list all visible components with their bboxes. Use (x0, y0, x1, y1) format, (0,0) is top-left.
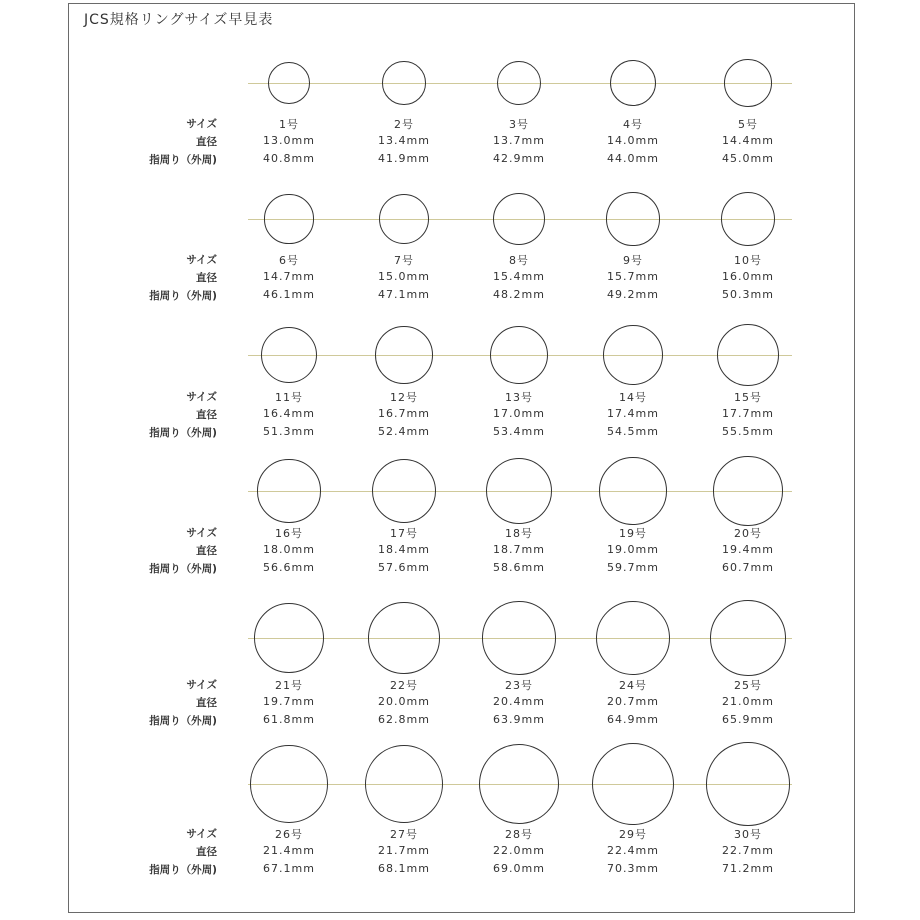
ring-circle (717, 324, 779, 386)
ring-size: 22号 (390, 679, 418, 692)
ring-circle (261, 327, 317, 383)
ring-diameter: 15.4mm (493, 270, 545, 283)
ring-size: 16号 (275, 527, 303, 540)
ring-diameter: 14.0mm (607, 134, 659, 147)
ring-diameter: 19.0mm (607, 543, 659, 556)
ring-size: 14号 (619, 391, 647, 404)
row-label-diameter: 直径 (196, 409, 217, 421)
row-label-circumference: 指周り（外周) (149, 427, 217, 439)
ring-circumference: 51.3mm (263, 425, 315, 438)
ring-size: 19号 (619, 527, 647, 540)
ring-size: 6号 (279, 254, 299, 267)
ring-circumference: 61.8mm (263, 713, 315, 726)
ring-circumference: 70.3mm (607, 862, 659, 875)
ring-circumference: 68.1mm (378, 862, 430, 875)
ring-circumference: 55.5mm (722, 425, 774, 438)
ring-circle (254, 603, 324, 673)
ring-diameter: 17.0mm (493, 407, 545, 420)
row-label-size: サイズ (186, 391, 217, 403)
ring-size: 5号 (738, 118, 758, 131)
ring-circumference: 63.9mm (493, 713, 545, 726)
ring-circumference: 47.1mm (378, 288, 430, 301)
ring-size: 8号 (509, 254, 529, 267)
ring-circumference: 41.9mm (378, 152, 430, 165)
ring-size: 24号 (619, 679, 647, 692)
ring-circumference: 67.1mm (263, 862, 315, 875)
ring-circumference: 50.3mm (722, 288, 774, 301)
ring-circle (706, 742, 789, 825)
ring-circle (379, 194, 429, 244)
ring-circle (493, 193, 545, 245)
ring-size: 12号 (390, 391, 418, 404)
ring-diameter: 16.4mm (263, 407, 315, 420)
ring-size: 7号 (394, 254, 414, 267)
ring-circle (368, 602, 440, 674)
ring-diameter: 22.4mm (607, 844, 659, 857)
ring-diameter: 13.7mm (493, 134, 545, 147)
ring-circumference: 53.4mm (493, 425, 545, 438)
ring-diameter: 18.7mm (493, 543, 545, 556)
ring-diameter: 20.4mm (493, 695, 545, 708)
ring-diameter: 22.0mm (493, 844, 545, 857)
ring-circumference: 46.1mm (263, 288, 315, 301)
ring-circumference: 52.4mm (378, 425, 430, 438)
ring-diameter: 22.7mm (722, 844, 774, 857)
ring-diameter: 13.0mm (263, 134, 315, 147)
ring-size: 3号 (509, 118, 529, 131)
ring-circumference: 42.9mm (493, 152, 545, 165)
ring-size: 13号 (505, 391, 533, 404)
ring-circle (375, 326, 433, 384)
row-label-size: サイズ (186, 828, 217, 840)
ring-size: 27号 (390, 828, 418, 841)
ring-size: 26号 (275, 828, 303, 841)
ring-diameter: 15.0mm (378, 270, 430, 283)
ring-circumference: 56.6mm (263, 561, 315, 574)
ring-size: 11号 (275, 391, 303, 404)
ring-circle (603, 325, 664, 386)
ring-circle (479, 744, 559, 824)
ring-circle (721, 192, 776, 247)
ring-diameter: 17.7mm (722, 407, 774, 420)
row-label-circumference: 指周り（外周) (149, 290, 217, 302)
ring-size: 17号 (390, 527, 418, 540)
ring-circle (724, 59, 772, 107)
ring-size: 20号 (734, 527, 762, 540)
ring-diameter: 20.0mm (378, 695, 430, 708)
ring-diameter: 16.7mm (378, 407, 430, 420)
ring-diameter: 14.4mm (722, 134, 774, 147)
ring-circumference: 45.0mm (722, 152, 774, 165)
ring-circumference: 58.6mm (493, 561, 545, 574)
row-label-diameter: 直径 (196, 136, 217, 148)
row-label-size: サイズ (186, 527, 217, 539)
ring-circumference: 59.7mm (607, 561, 659, 574)
ring-size: 2号 (394, 118, 414, 131)
ring-circumference: 57.6mm (378, 561, 430, 574)
ring-circle (713, 456, 782, 525)
ring-diameter: 18.4mm (378, 543, 430, 556)
ring-diameter: 16.0mm (722, 270, 774, 283)
row-label-circumference: 指周り（外周) (149, 563, 217, 575)
ring-circumference: 64.9mm (607, 713, 659, 726)
ring-size: 30号 (734, 828, 762, 841)
ring-circle (382, 61, 425, 104)
ring-diameter: 18.0mm (263, 543, 315, 556)
ring-size: 28号 (505, 828, 533, 841)
ring-circumference: 71.2mm (722, 862, 774, 875)
ring-diameter: 14.7mm (263, 270, 315, 283)
ring-circle (250, 745, 328, 823)
ring-circle (482, 601, 555, 674)
ring-circle (599, 457, 666, 524)
row-label-diameter: 直径 (196, 846, 217, 858)
ring-circle (610, 60, 656, 106)
ring-diameter: 13.4mm (378, 134, 430, 147)
ring-circle (486, 458, 552, 524)
page-title: JCS規格リングサイズ早見表 (84, 12, 274, 28)
ring-size: 9号 (623, 254, 643, 267)
ring-circle (264, 194, 313, 243)
ring-size: 23号 (505, 679, 533, 692)
ring-size: 18号 (505, 527, 533, 540)
ring-diameter: 15.7mm (607, 270, 659, 283)
ring-diameter: 19.7mm (263, 695, 315, 708)
ring-size: 29号 (619, 828, 647, 841)
ring-size: 1号 (279, 118, 299, 131)
row-label-diameter: 直径 (196, 272, 217, 284)
ring-diameter: 17.4mm (607, 407, 659, 420)
row-label-diameter: 直径 (196, 697, 217, 709)
ring-circumference: 48.2mm (493, 288, 545, 301)
ring-diameter: 20.7mm (607, 695, 659, 708)
ring-circle (606, 192, 659, 245)
ring-circle (710, 600, 786, 676)
row-label-diameter: 直径 (196, 545, 217, 557)
ring-circumference: 40.8mm (263, 152, 315, 165)
ring-size: 10号 (734, 254, 762, 267)
ring-size: 4号 (623, 118, 643, 131)
ring-size: 21号 (275, 679, 303, 692)
ring-circle (592, 743, 674, 825)
ring-circumference: 60.7mm (722, 561, 774, 574)
ring-diameter: 21.4mm (263, 844, 315, 857)
ring-circumference: 65.9mm (722, 713, 774, 726)
ring-size: 15号 (734, 391, 762, 404)
ring-circumference: 44.0mm (607, 152, 659, 165)
ring-circle (596, 601, 671, 676)
ring-circumference: 49.2mm (607, 288, 659, 301)
ring-circle (257, 459, 320, 522)
row-label-size: サイズ (186, 679, 217, 691)
ring-circumference: 62.8mm (378, 713, 430, 726)
row-label-size: サイズ (186, 254, 217, 266)
row-label-circumference: 指周り（外周) (149, 715, 217, 727)
ring-diameter: 19.4mm (722, 543, 774, 556)
row-label-circumference: 指周り（外周) (149, 154, 217, 166)
ring-diameter: 21.7mm (378, 844, 430, 857)
ring-circumference: 69.0mm (493, 862, 545, 875)
ring-circle (268, 62, 310, 104)
ring-circumference: 54.5mm (607, 425, 659, 438)
row-label-size: サイズ (186, 118, 217, 130)
ring-diameter: 21.0mm (722, 695, 774, 708)
ring-size: 25号 (734, 679, 762, 692)
row-label-circumference: 指周り（外周) (149, 864, 217, 876)
